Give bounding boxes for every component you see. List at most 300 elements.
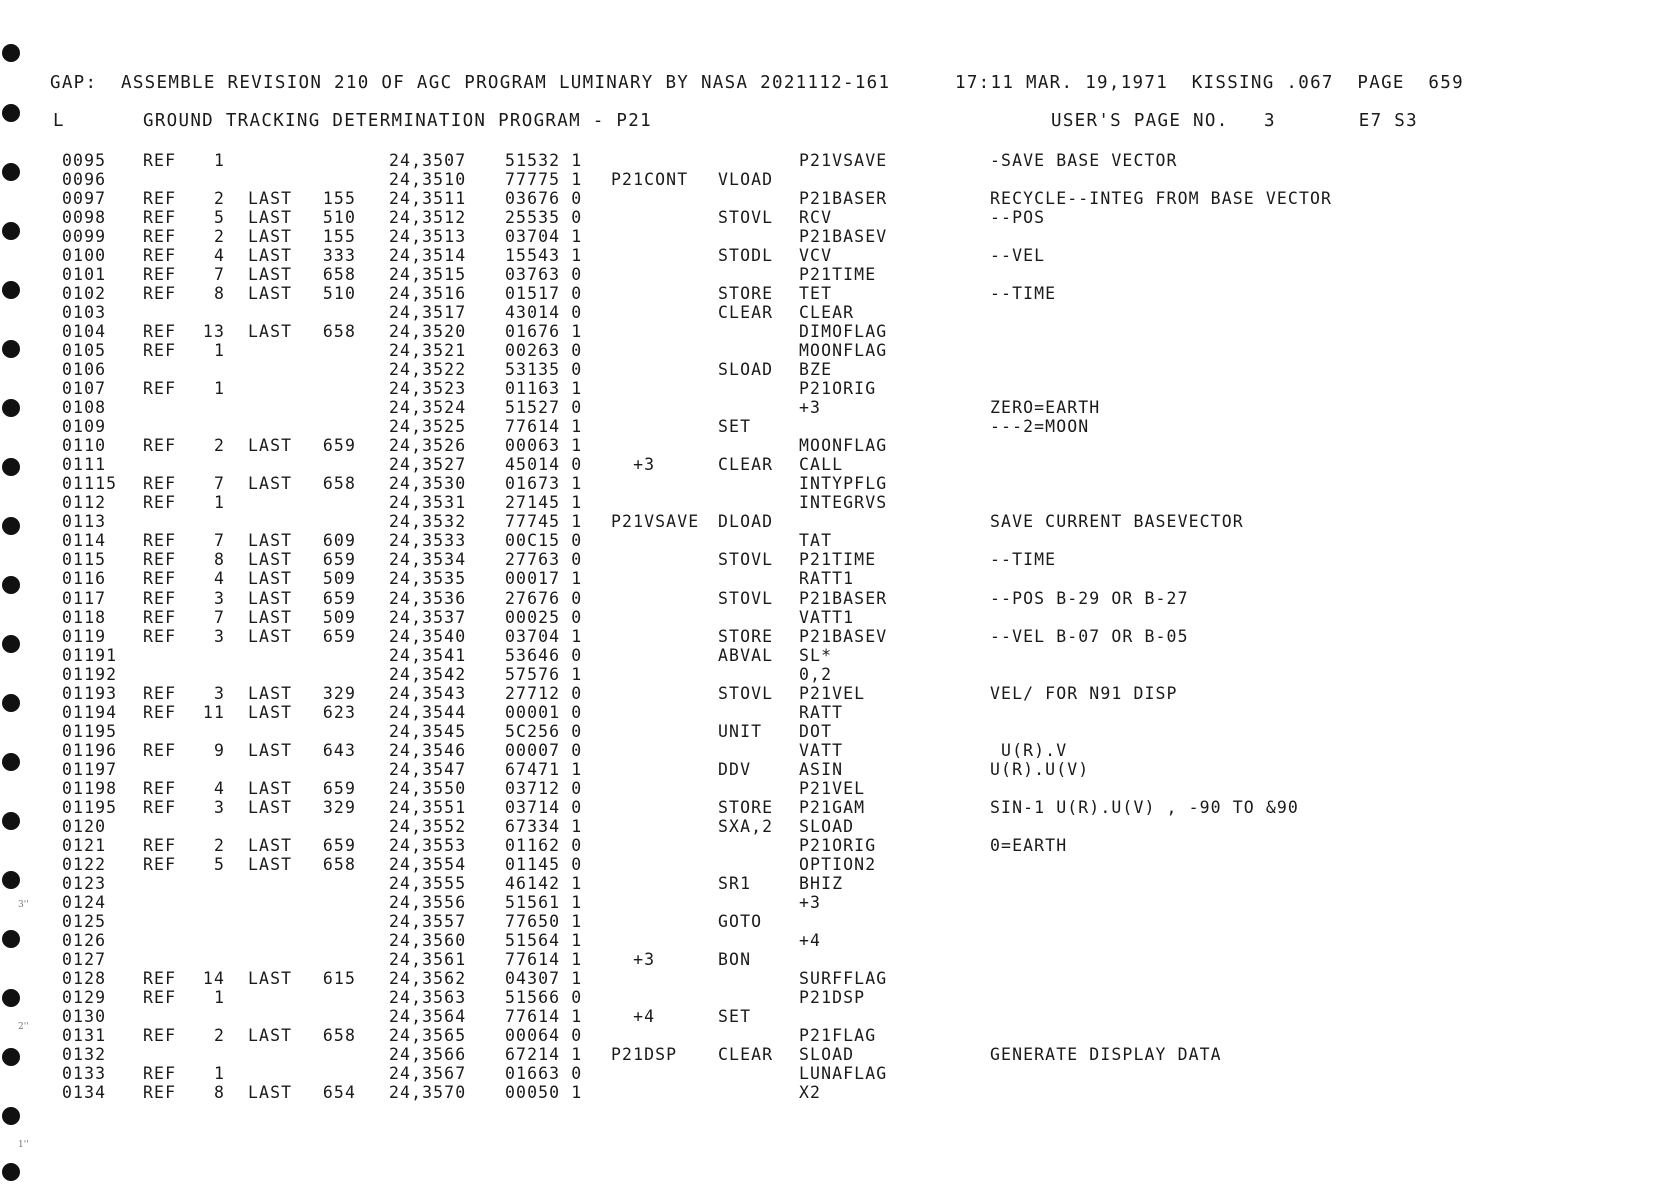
octal-code: 51532 1 (505, 151, 583, 170)
line-number: 0111 (62, 455, 107, 475)
operand: DIMOFLAG (799, 322, 888, 342)
last-page: 510 (322, 208, 356, 228)
last-keyword: LAST (248, 322, 293, 342)
comment: VEL/ FOR N91 DISP (990, 683, 1178, 703)
memory-address: 24,3514 (389, 246, 467, 266)
octal-code: 27676 0 (505, 588, 583, 608)
octal-code: 53646 0 (505, 645, 583, 665)
last-page: 615 (322, 968, 356, 988)
memory-address: 24,3544 (389, 702, 467, 722)
margin-ruler-mark: 2'' (18, 1022, 29, 1032)
last-keyword: LAST (248, 797, 293, 817)
symbol-label: +3 (611, 949, 656, 969)
last-page: 333 (322, 246, 356, 266)
octal-code: 45014 0 (505, 455, 583, 475)
operand: P21VEL (799, 778, 866, 798)
ref-keyword: REF (143, 626, 177, 646)
last-page: 509 (322, 607, 356, 627)
ref-keyword: REF (143, 778, 177, 798)
operand: RATT1 (799, 569, 855, 589)
last-page: 329 (322, 797, 356, 817)
ref-count: 4 (213, 246, 225, 266)
line-number: 0125 (62, 911, 107, 931)
opcode: STOVL (718, 208, 774, 228)
line-number: 0129 (62, 987, 107, 1007)
ref-keyword: REF (143, 588, 177, 608)
ref-keyword: REF (143, 189, 177, 208)
comment: --TIME (990, 284, 1057, 304)
operand: +3 (799, 398, 822, 418)
last-page: 658 (322, 322, 356, 342)
ref-count: 1 (213, 987, 225, 1007)
memory-address: 24,3567 (389, 1064, 467, 1083)
last-page: 509 (322, 569, 356, 589)
punch-hole (2, 340, 20, 358)
punch-hole (2, 753, 20, 771)
opcode: SET (718, 417, 752, 437)
last-keyword: LAST (248, 246, 293, 266)
line-number: 01196 (62, 740, 118, 760)
last-keyword: LAST (248, 208, 293, 228)
operand: P21VSAVE (799, 151, 888, 170)
opcode: STOVL (718, 550, 774, 570)
line-number: 0105 (62, 341, 107, 361)
octal-code: 00050 1 (505, 1083, 583, 1102)
ref-keyword: REF (143, 569, 177, 589)
comment: 0=EARTH (990, 835, 1068, 855)
line-number: 01191 (62, 645, 118, 665)
opcode: SXA,2 (718, 816, 774, 836)
memory-address: 24,3512 (389, 208, 467, 228)
memory-address: 24,3520 (389, 322, 467, 342)
ref-keyword: REF (143, 322, 177, 342)
operand: MOONFLAG (799, 341, 888, 361)
line-number: 01194 (62, 702, 118, 722)
operand: X2 (799, 1083, 822, 1102)
ref-keyword: REF (143, 1083, 177, 1102)
operand: P21GAM (799, 797, 866, 817)
line-number: 0126 (62, 930, 107, 950)
last-page: 155 (322, 227, 356, 247)
octal-code: 01162 0 (505, 835, 583, 855)
punch-hole (2, 635, 20, 653)
ref-count: 4 (213, 778, 225, 798)
line-number: 01198 (62, 778, 118, 798)
punch-hole (2, 163, 20, 181)
operand: P21ORIG (799, 835, 877, 855)
octal-code: 67214 1 (505, 1044, 583, 1064)
last-keyword: LAST (248, 569, 293, 589)
line-number: 0106 (62, 360, 107, 380)
comment: --VEL (990, 246, 1046, 266)
ref-count: 1 (213, 379, 225, 399)
octal-code: 01145 0 (505, 854, 583, 874)
punch-hole (2, 694, 20, 712)
octal-code: 01517 0 (505, 284, 583, 304)
memory-address: 24,3537 (389, 607, 467, 627)
ref-count: 3 (213, 626, 225, 646)
operand: CALL (799, 455, 844, 475)
memory-address: 24,3550 (389, 778, 467, 798)
comment: --VEL B-07 OR B-05 (990, 626, 1189, 646)
last-keyword: LAST (248, 854, 293, 874)
ref-keyword: REF (143, 835, 177, 855)
octal-code: 03704 1 (505, 626, 583, 646)
memory-address: 24,3554 (389, 854, 467, 874)
ref-count: 1 (213, 151, 225, 170)
line-number: 0095 (62, 151, 107, 170)
memory-address: 24,3570 (389, 1083, 467, 1102)
last-keyword: LAST (248, 550, 293, 570)
punch-hole (2, 44, 20, 62)
memory-address: 24,3556 (389, 892, 467, 912)
last-keyword: LAST (248, 968, 293, 988)
last-keyword: LAST (248, 474, 293, 494)
operand: P21TIME (799, 265, 877, 285)
ref-count: 2 (213, 227, 225, 247)
octal-code: 51566 0 (505, 987, 583, 1007)
memory-address: 24,3551 (389, 797, 467, 817)
ref-count: 5 (213, 854, 225, 874)
ref-keyword: REF (143, 265, 177, 285)
ref-keyword: REF (143, 151, 177, 170)
comment: -SAVE BASE VECTOR (990, 151, 1178, 170)
octal-code: 00064 0 (505, 1025, 583, 1045)
ref-count: 5 (213, 208, 225, 228)
ref-count: 2 (213, 189, 225, 208)
ref-keyword: REF (143, 683, 177, 703)
operand: BHIZ (799, 873, 844, 893)
line-number: 0107 (62, 379, 107, 399)
punch-hole (2, 1163, 20, 1181)
last-page: 329 (322, 683, 356, 703)
octal-code: 77775 1 (505, 170, 583, 189)
operand: RATT (799, 702, 844, 722)
ref-keyword: REF (143, 987, 177, 1007)
memory-address: 24,3560 (389, 930, 467, 950)
opcode: DLOAD (718, 512, 774, 532)
line-number: 0101 (62, 265, 107, 285)
memory-address: 24,3527 (389, 455, 467, 475)
line-number: 0134 (62, 1083, 107, 1102)
memory-address: 24,3557 (389, 911, 467, 931)
punch-hole (2, 871, 20, 889)
line-number: 01197 (62, 759, 118, 779)
operand: SLOAD (799, 816, 855, 836)
ref-count: 2 (213, 436, 225, 456)
ref-count: 8 (213, 1083, 225, 1102)
ref-keyword: REF (143, 474, 177, 494)
line-number: 0119 (62, 626, 107, 646)
ref-count: 2 (213, 1025, 225, 1045)
margin-ruler-mark: 1'' (18, 1140, 29, 1150)
octal-code: 5C256 0 (505, 721, 583, 741)
last-page: 659 (322, 588, 356, 608)
operand: VATT (799, 740, 844, 760)
ref-count: 7 (213, 607, 225, 627)
line-number: 0123 (62, 873, 107, 893)
ref-keyword: REF (143, 379, 177, 399)
operand: INTYPFLG (799, 474, 888, 494)
operand: P21FLAG (799, 1025, 877, 1045)
comment: --TIME (990, 550, 1057, 570)
memory-address: 24,3511 (389, 189, 467, 208)
ref-count: 11 (202, 702, 225, 722)
memory-address: 24,3540 (389, 626, 467, 646)
comment: ZERO=EARTH (990, 398, 1101, 418)
octal-code: 51564 1 (505, 930, 583, 950)
header-timestamp-page: 17:11 MAR. 19,1971 KISSING .067 PAGE 659 (955, 73, 1464, 93)
operand: SL* (799, 645, 833, 665)
memory-address: 24,3536 (389, 588, 467, 608)
opcode: SR1 (718, 873, 752, 893)
memory-address: 24,3553 (389, 835, 467, 855)
page-title: GROUND TRACKING DETERMINATION PROGRAM - P21 (143, 111, 652, 131)
last-keyword: LAST (248, 436, 293, 456)
last-page: 658 (322, 474, 356, 494)
opcode: VLOAD (718, 170, 774, 189)
octal-code: 01663 0 (505, 1064, 583, 1083)
line-number: 0102 (62, 284, 107, 304)
memory-address: 24,3535 (389, 569, 467, 589)
symbol-label: +3 (611, 455, 656, 475)
line-number: 01195 (62, 721, 118, 741)
ref-keyword: REF (143, 493, 177, 513)
operand: TAT (799, 531, 833, 551)
last-keyword: LAST (248, 778, 293, 798)
ref-count: 2 (213, 835, 225, 855)
punch-hole (2, 1048, 20, 1066)
octal-code: 01163 1 (505, 379, 583, 399)
ref-count: 7 (213, 474, 225, 494)
line-number: 0120 (62, 816, 107, 836)
punch-hole (2, 281, 20, 299)
memory-address: 24,3516 (389, 284, 467, 304)
comment: SIN-1 U(R).U(V) , -90 TO &90 (990, 797, 1299, 817)
memory-address: 24,3531 (389, 493, 467, 513)
memory-address: 24,3523 (389, 379, 467, 399)
line-number: 0115 (62, 550, 107, 570)
comment: SAVE CURRENT BASEVECTOR (990, 512, 1244, 532)
opcode: UNIT (718, 721, 763, 741)
last-keyword: LAST (248, 189, 293, 208)
operand: CLEAR (799, 303, 855, 323)
ref-keyword: REF (143, 341, 177, 361)
octal-code: 00017 1 (505, 569, 583, 589)
octal-code: 00025 0 (505, 607, 583, 627)
line-number: 0133 (62, 1064, 107, 1083)
ref-count: 7 (213, 265, 225, 285)
operand: P21VEL (799, 683, 866, 703)
header-assembly-info: GAP: ASSEMBLE REVISION 210 OF AGC PROGRAM LUMINARY BY NASA 2021112-161 (50, 73, 891, 93)
octal-code: 00063 1 (505, 436, 583, 456)
comment: --POS (990, 208, 1046, 228)
last-page: 643 (322, 740, 356, 760)
line-number: 0128 (62, 968, 107, 988)
ref-keyword: REF (143, 436, 177, 456)
octal-code: 51527 0 (505, 398, 583, 418)
line-number: 0113 (62, 512, 107, 532)
ref-count: 3 (213, 588, 225, 608)
punch-hole (2, 1107, 20, 1125)
line-number: 01115 (62, 474, 118, 494)
last-page: 659 (322, 626, 356, 646)
margin-ruler-mark: 3'' (18, 900, 29, 910)
operand: +3 (799, 892, 822, 912)
opcode: ABVAL (718, 645, 774, 665)
comment: --POS B-29 OR B-27 (990, 588, 1189, 608)
ref-keyword: REF (143, 702, 177, 722)
ref-count: 13 (202, 322, 225, 342)
memory-address: 24,3561 (389, 949, 467, 969)
last-keyword: LAST (248, 1025, 293, 1045)
last-page: 659 (322, 835, 356, 855)
memory-address: 24,3515 (389, 265, 467, 285)
octal-code: 77614 1 (505, 949, 583, 969)
octal-code: 77614 1 (505, 417, 583, 437)
comment: GENERATE DISPLAY DATA (990, 1044, 1222, 1064)
comment: U(R).V (990, 740, 1068, 760)
ref-count: 7 (213, 531, 225, 551)
memory-address: 24,3532 (389, 512, 467, 532)
opcode: SLOAD (718, 360, 774, 380)
operand: 0,2 (799, 664, 833, 684)
line-number: 0124 (62, 892, 107, 912)
memory-address: 24,3555 (389, 873, 467, 893)
line-number: 0097 (62, 189, 107, 208)
ref-count: 1 (213, 341, 225, 361)
header-user-page: USER'S PAGE NO. 3 E7 S3 (1051, 111, 1418, 131)
operand: RCV (799, 208, 833, 228)
memory-address: 24,3547 (389, 759, 467, 779)
opcode: STORE (718, 626, 774, 646)
memory-address: 24,3566 (389, 1044, 467, 1064)
opcode: STOVL (718, 683, 774, 703)
punch-hole (2, 576, 20, 594)
opcode: SET (718, 1006, 752, 1026)
last-page: 658 (322, 265, 356, 285)
line-number: 0112 (62, 493, 107, 513)
operand: P21BASEV (799, 227, 888, 247)
operand: TET (799, 284, 833, 304)
octal-code: 03712 0 (505, 778, 583, 798)
line-number: 0127 (62, 949, 107, 969)
memory-address: 24,3521 (389, 341, 467, 361)
octal-code: 03704 1 (505, 227, 583, 247)
operand: INTEGRVS (799, 493, 888, 513)
last-page: 623 (322, 702, 356, 722)
octal-code: 51561 1 (505, 892, 583, 912)
memory-address: 24,3533 (389, 531, 467, 551)
symbol-label: P21VSAVE (611, 512, 700, 532)
memory-address: 24,3524 (389, 398, 467, 418)
ref-keyword: REF (143, 550, 177, 570)
octal-code: 27712 0 (505, 683, 583, 703)
memory-address: 24,3510 (389, 170, 467, 189)
last-keyword: LAST (248, 683, 293, 703)
octal-code: 77745 1 (505, 512, 583, 532)
ref-keyword: REF (143, 208, 177, 228)
operand: OPTION2 (799, 854, 877, 874)
octal-code: 00007 0 (505, 740, 583, 760)
octal-code: 67334 1 (505, 816, 583, 836)
last-keyword: LAST (248, 531, 293, 551)
ref-count: 4 (213, 569, 225, 589)
symbol-label: P21CONT (611, 170, 689, 189)
ref-keyword: REF (143, 740, 177, 760)
memory-address: 24,3522 (389, 360, 467, 380)
octal-code: 77650 1 (505, 911, 583, 931)
octal-code: 03676 0 (505, 189, 583, 208)
last-keyword: LAST (248, 1083, 293, 1102)
ref-keyword: REF (143, 968, 177, 988)
ref-count: 14 (202, 968, 225, 988)
punch-hole (2, 222, 20, 240)
octal-code: 00263 0 (505, 341, 583, 361)
operand: P21TIME (799, 550, 877, 570)
line-number: 0131 (62, 1025, 107, 1045)
last-keyword: LAST (248, 702, 293, 722)
octal-code: 27145 1 (505, 493, 583, 513)
ref-count: 3 (213, 797, 225, 817)
opcode: BON (718, 949, 752, 969)
octal-code: 03714 0 (505, 797, 583, 817)
comment: U(R).U(V) (990, 759, 1090, 779)
operand: BZE (799, 360, 833, 380)
line-number: 0098 (62, 208, 107, 228)
line-number: 0109 (62, 417, 107, 437)
memory-address: 24,3562 (389, 968, 467, 988)
comment: RECYCLE--INTEG FROM BASE VECTOR (990, 189, 1333, 208)
octal-code: 03763 0 (505, 265, 583, 285)
line-number: 0096 (62, 170, 107, 189)
opcode: GOTO (718, 911, 763, 931)
octal-code: 43014 0 (505, 303, 583, 323)
operand: LUNAFLAG (799, 1064, 888, 1083)
header-marker: L (53, 111, 65, 131)
last-page: 658 (322, 854, 356, 874)
operand: SURFFLAG (799, 968, 888, 988)
punch-hole (2, 989, 20, 1007)
ref-keyword: REF (143, 797, 177, 817)
line-number: 0116 (62, 569, 107, 589)
operand: MOONFLAG (799, 436, 888, 456)
octal-code: 01676 1 (505, 322, 583, 342)
octal-code: 01673 1 (505, 474, 583, 494)
octal-code: 46142 1 (505, 873, 583, 893)
ref-keyword: REF (143, 1064, 177, 1083)
memory-address: 24,3534 (389, 550, 467, 570)
memory-address: 24,3526 (389, 436, 467, 456)
octal-code: 25535 0 (505, 208, 583, 228)
ref-keyword: REF (143, 246, 177, 266)
octal-code: 77614 1 (505, 1006, 583, 1026)
line-number: 0110 (62, 436, 107, 456)
memory-address: 24,3552 (389, 816, 467, 836)
octal-code: 04307 1 (505, 968, 583, 988)
memory-address: 24,3545 (389, 721, 467, 741)
opcode: CLEAR (718, 303, 774, 323)
memory-address: 24,3507 (389, 151, 467, 170)
opcode: STORE (718, 797, 774, 817)
memory-address: 24,3513 (389, 227, 467, 247)
line-number: 01192 (62, 664, 118, 684)
operand: +4 (799, 930, 822, 950)
ref-keyword: REF (143, 284, 177, 304)
operand: P21BASER (799, 588, 888, 608)
ref-count: 8 (213, 284, 225, 304)
operand: VATT1 (799, 607, 855, 627)
